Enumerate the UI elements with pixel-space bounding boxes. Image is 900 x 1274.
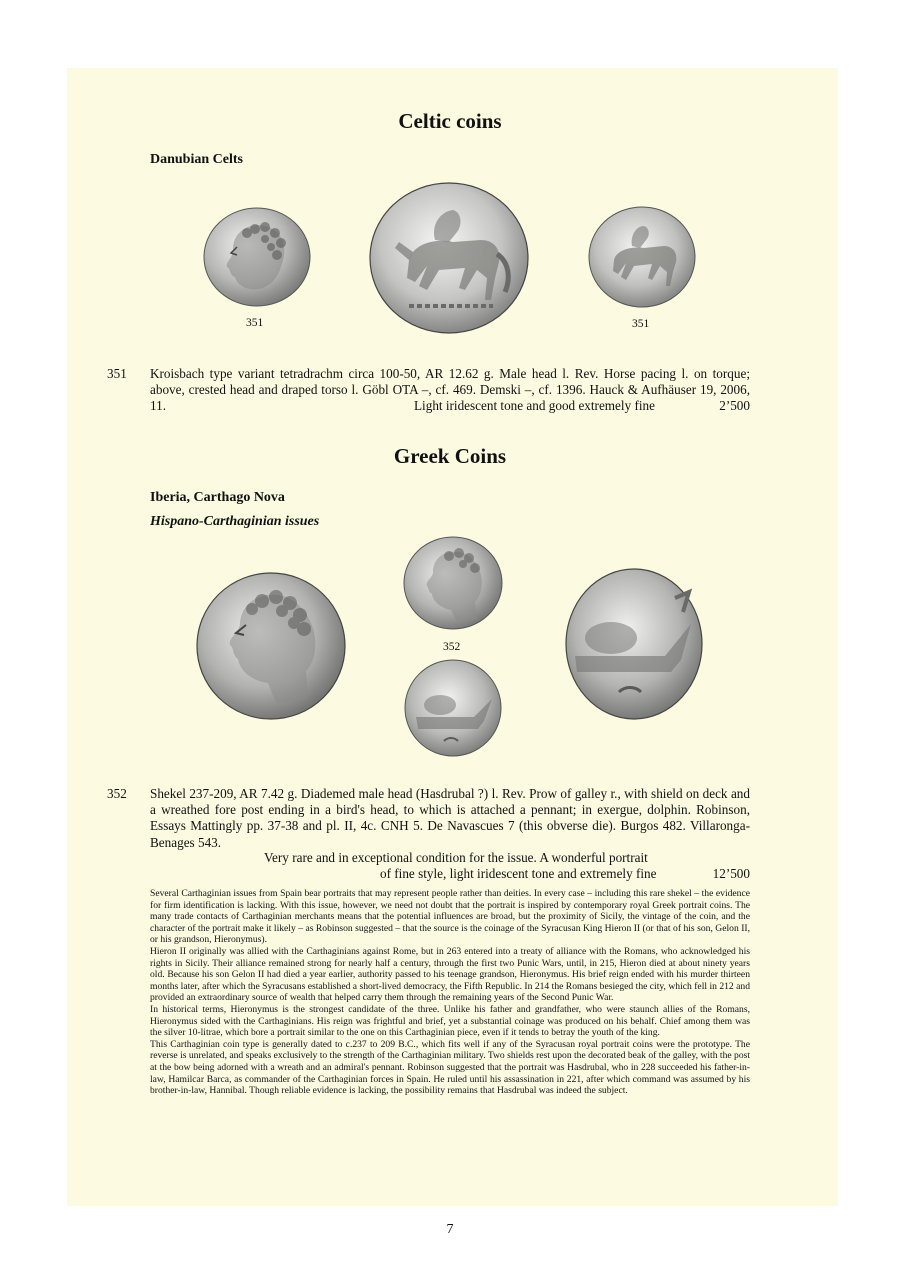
lot-352-commentary	[150, 888, 750, 1097]
subsection-danubian-celts: Danubian Celts	[150, 152, 243, 167]
lot-352-text: Shekel 237-209, AR 7.42 g. Diademed male head (Hasdrubal ?) l. Rev. Prow of galley r., with shield on deck and a wreathed fore post ending in a bird's head, to which is attached a pennant; in exergue, dolphin. Robinson, Essays Mattingly pp. 37-38 and pl. II, 4c. CNH 5. De Navascues 7 (this obverse die). Burgos 482. Villaronga-Benages 543.	[150, 786, 750, 850]
lot-352-price: 12’500	[712, 866, 750, 881]
lot-description-352	[150, 786, 750, 851]
lot-number-351: 351	[107, 366, 127, 381]
coin-351-reverse-enlarged-image	[369, 182, 529, 334]
lot-351-text: Kroisbach type variant tetradrachm circa 100-50, AR 12.62 g. Male head l. Rev. Horse pacing l. on torque; above, crested head and draped torso l. Göbl OTA –, cf. 469. Demski –, cf. 1396. Hauck & Aufhäuser 19, 2006, 11.	[150, 366, 750, 414]
page-number: 7	[446, 1222, 454, 1237]
subsection-iberia-carthago-nova: Iberia, Carthago Nova	[150, 490, 285, 505]
commentary-paragraph: Several Carthaginian issues from Spain bear portraits that may represent people rather than deities. In every case – including this rare shekel – the evidence for firm identification is lacking. With this issue, however, we need not doubt that the portrait is inspired by contemporary royal Greek portrait coins. The many trade contacts of Carthaginian merchants means that the potential influences are broad, but the proximity of Sicily, the vintage of the coin, and the character of the portrait make it likely – as Robinson suggested – that the source is the coinage of the Syracusan King Hieron II (or that of his son, Gelon II, or his grandson, Hieronymus).	[150, 888, 750, 946]
coin-352-reverse-image	[404, 659, 502, 757]
lot-number-352: 352	[107, 786, 127, 801]
lot-352-condition-line1: Very rare and in exceptional condition for the issue. A wonderful portrait	[264, 850, 648, 865]
coin-caption-352: 352	[443, 641, 461, 653]
coin-351-reverse-image	[588, 206, 696, 308]
coin-352-reverse-enlarged-image	[565, 568, 703, 720]
section-title-celtic: Celtic coins	[398, 109, 502, 133]
commentary-paragraph: Hieron II originally was allied with the Carthaginians against Rome, but in 263 entered into a treaty of alliance with the Romans, who acknowledged his rights in Sicily. Their alliance remained strong for nearly half a century, through the first two Punic Wars, until, in 215, Hieron died at about ninety years old. Because his son Gelon II had died a year earlier, authority passed to his teenage grandson, Hieronymus. His brief reign ended with his murder thirteen months later, after which the Syracusans established a short-lived democracy, the Fifth Republic. In 214 the Romans besieged the city, which fell in 212 and provided an extraordinary source of wealth that helped carry them through the remaining years of the Second Punic War.	[150, 945, 750, 1004]
coin-351-obverse-image	[203, 207, 311, 307]
coin-caption-351-right: 351	[632, 318, 650, 330]
lot-352-condition-line2: of fine style, light iridescent tone and extremely fine	[380, 866, 657, 881]
commentary-paragraph: In historical terms, Hieronymus is the strongest candidate of the three. Unlike his father and grandfather, who were staunch allies of the Romans, Hieronymus sided with the Carthaginians. His reign was frightful and brief, yet a substantial coinage was produced on his behalf. Chief among them was the silver 10-litrae, which bore a portrait similar to the one on this Carthaginian piece, even if it tends to betray the youth of the king.	[150, 1003, 750, 1039]
subsection-hispano-carthaginian: Hispano-Carthaginian issues	[150, 514, 320, 529]
lot-351-condition: Light iridescent tone and good extremely fine	[414, 398, 655, 413]
commentary-paragraph: This Carthaginian coin type is generally dated to c.237 to 209 B.C., which fits well if any of the Syracusan royal portrait coins were the prototype. The reverse is unrelated, and speaks exclusively to the strength of the Carthaginian military. Two shields rest upon the decorated beak of the galley, with the post at the bow being adorned with a wreath and an admiral's pennant. Robinson suggested that the portrait was Hasdrubal, who in 228 succeeded his father-in-law, Hamilcar Barca, as commander of the Carthaginian forces in Spain. He ruled until his assassination in 221, after which command was assumed by his brother-in-law, Hannibal. Though reliable evidence is lacking, the possibility remains that Hasdrubal was indeed the subject.	[150, 1038, 751, 1097]
lot-351-price: 2’500	[719, 398, 750, 413]
coin-352-obverse-image	[403, 536, 503, 631]
coin-caption-351-left: 351	[246, 317, 264, 329]
coin-352-obverse-enlarged-image	[196, 571, 346, 721]
section-title-greek: Greek Coins	[393, 444, 507, 468]
